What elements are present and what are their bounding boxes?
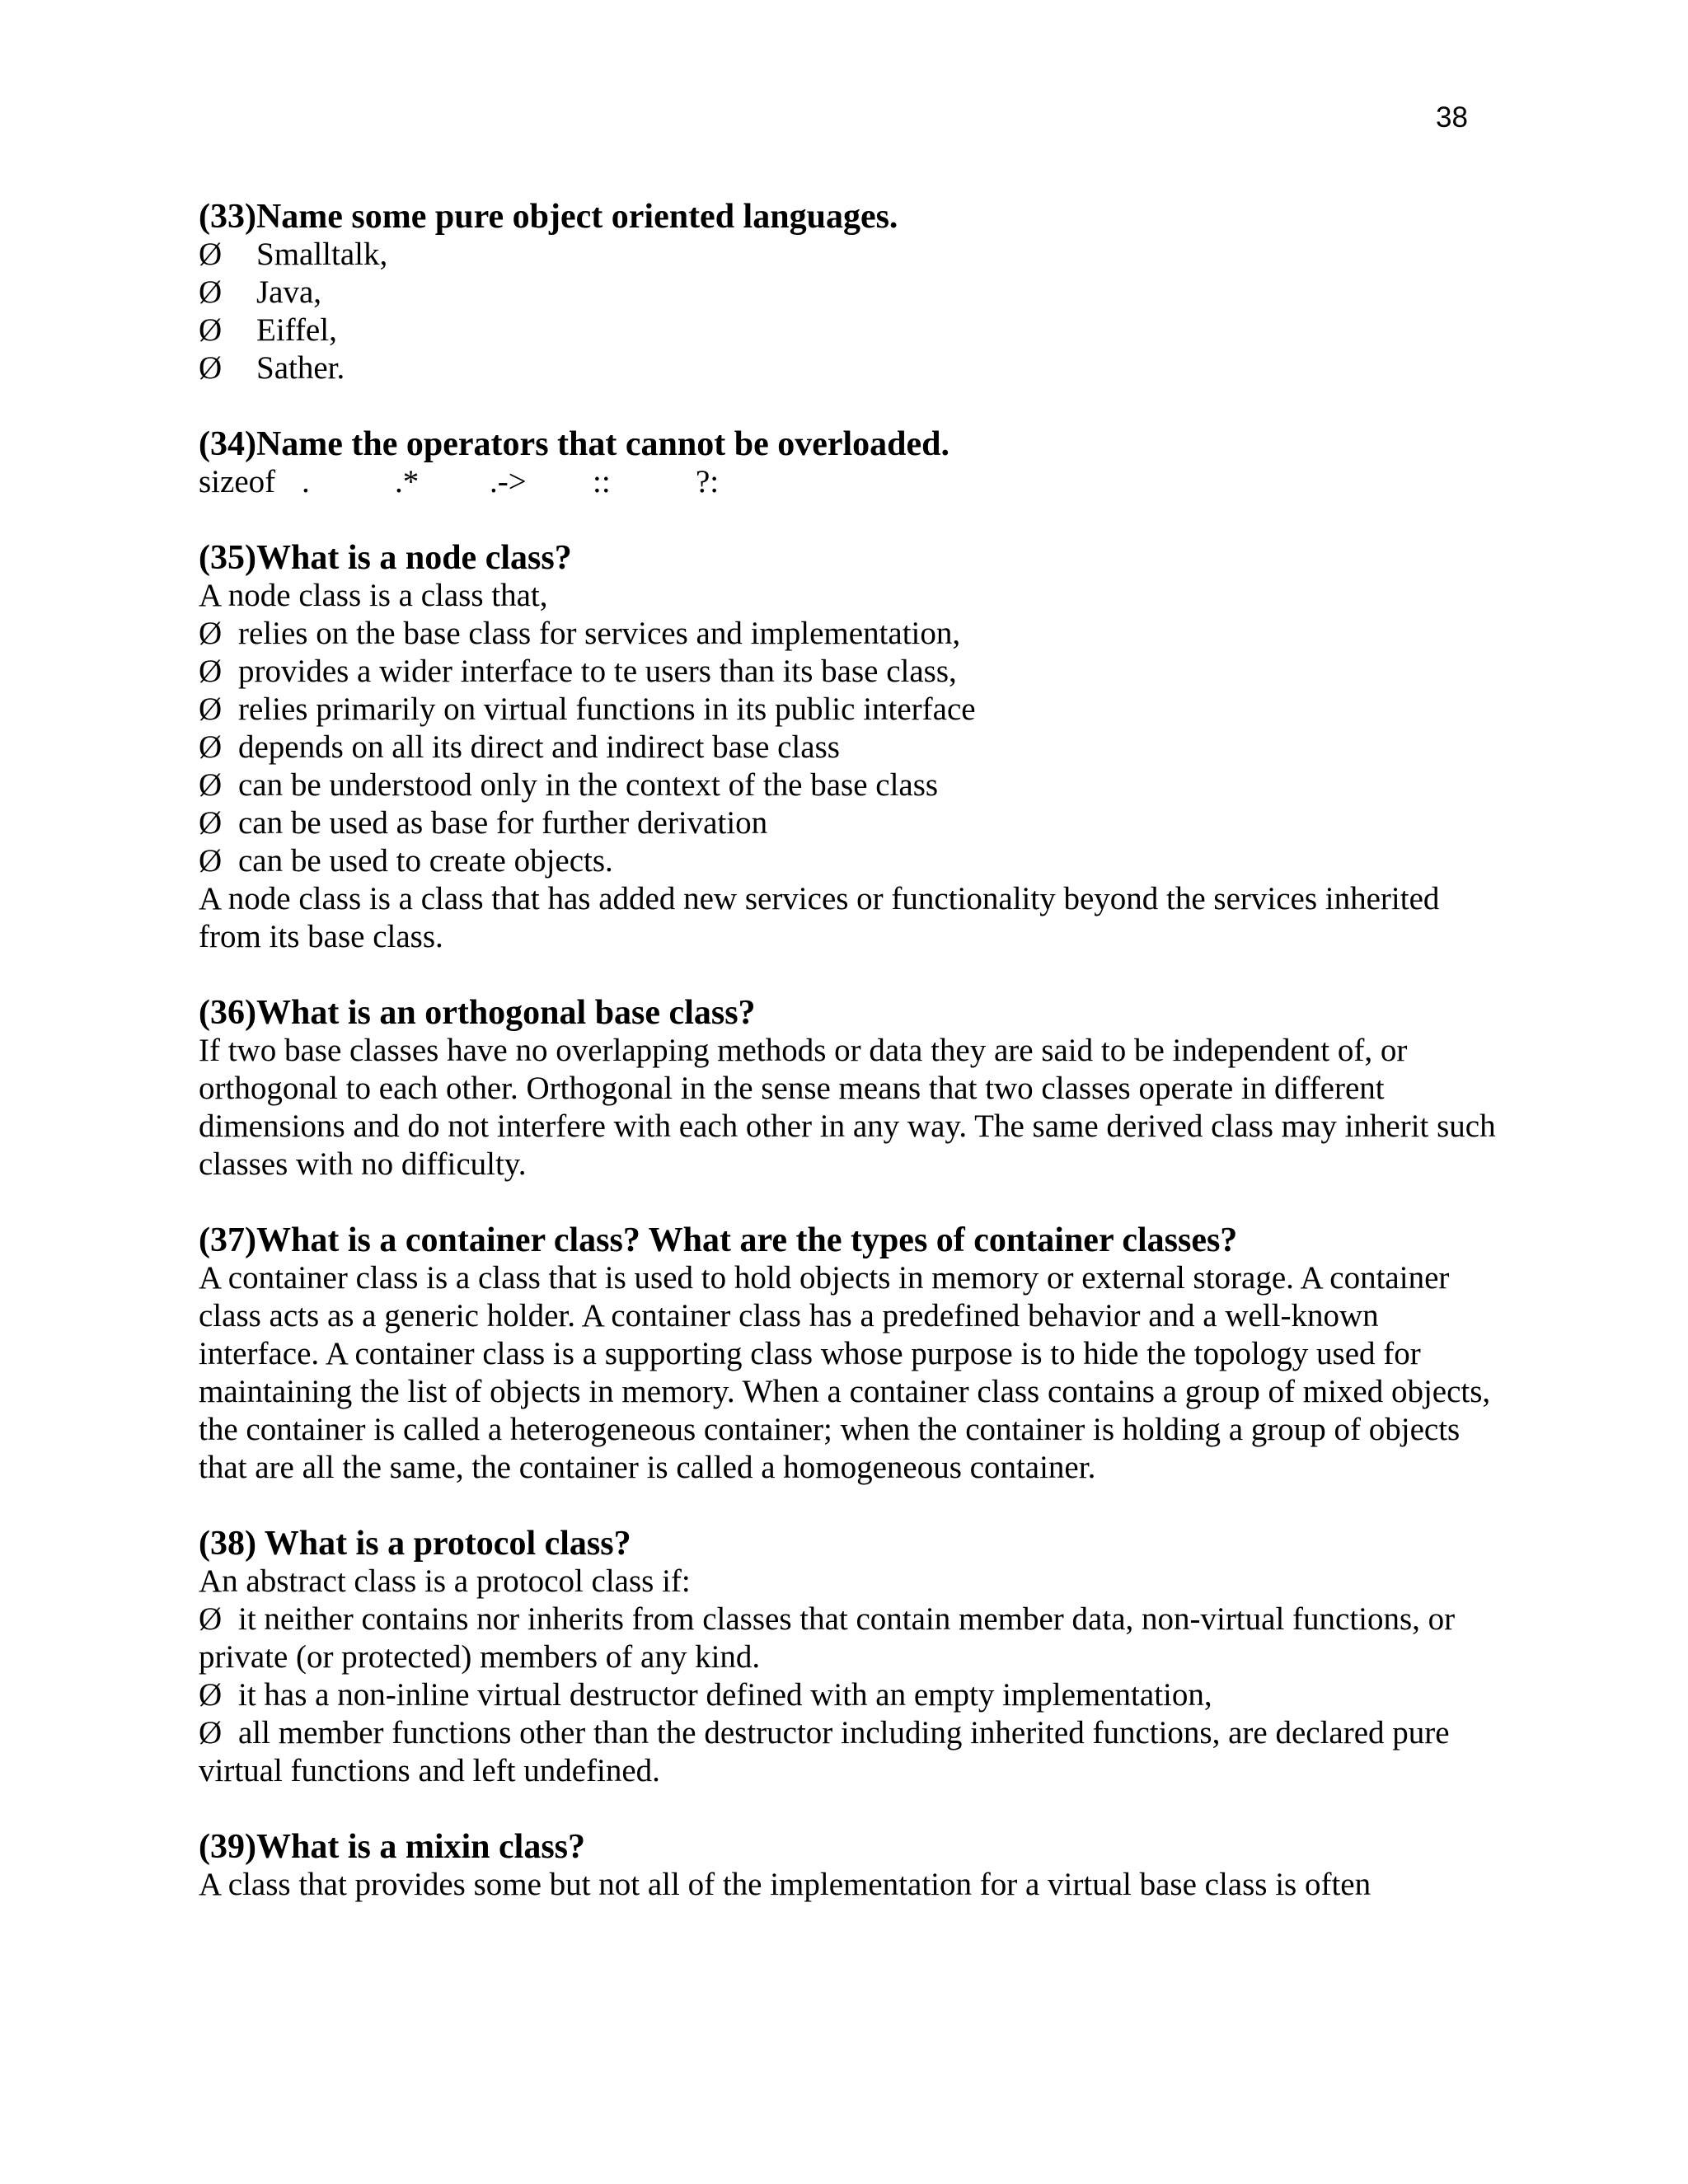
list-item <box>199 349 1501 387</box>
bullet-icon: Ø <box>199 350 223 386</box>
bullet-icon: Ø <box>199 805 223 841</box>
list-item-text: can be used as base for further derivation <box>238 805 768 841</box>
list-item <box>199 804 1501 842</box>
operator: .* <box>395 464 420 499</box>
question-37-body: A container class is a class that is used to hold objects in memory or external storage. A container class acts as a generic holder. A container class has a predefined behavior and a well-known interface. A container class is a supporting class whose purpose is to hide the topology used for maintaining the list of objects in memory. When a container class contains a group of mixed objects, the container is called a heterogeneous container; when the container is holding a group of objects that are all the same, the container is called a homogeneous container. <box>199 1260 1491 1485</box>
question-38 <box>199 1525 1501 1790</box>
list-item <box>199 842 1501 880</box>
question-35 <box>199 539 1501 956</box>
bullet-icon: Ø <box>199 843 223 879</box>
list-item <box>199 691 1501 729</box>
operator: sizeof <box>199 464 276 499</box>
list-item-text: Eiffel, <box>256 312 337 348</box>
question-39-heading: (39)What is a mixin class? <box>199 1828 586 1866</box>
operator: .-> <box>490 464 527 499</box>
list-item <box>199 729 1501 766</box>
question-38-intro: An abstract class is a protocol class if: <box>199 1563 691 1599</box>
bullet-icon: Ø <box>199 312 223 348</box>
bullet-icon: Ø <box>199 729 223 765</box>
list-item <box>199 1676 1501 1714</box>
list-item-text: relies on the base class for services and implementation, <box>238 616 961 651</box>
list-item-text: depends on all its direct and indirect base class <box>238 729 840 765</box>
list-item-text: relies primarily on virtual functions in its public interface <box>238 691 976 727</box>
bullet-icon: Ø <box>199 767 223 803</box>
bullet-icon: Ø <box>199 691 223 727</box>
bullet-icon: Ø <box>199 1601 223 1637</box>
list-item <box>199 766 1501 804</box>
list-item <box>199 312 1501 349</box>
question-36-heading: (36)What is an orthogonal base class? <box>199 994 756 1032</box>
bullet-icon: Ø <box>199 274 223 310</box>
question-37-heading: (37)What is a container class? What are the types of container classes? <box>199 1221 1238 1259</box>
list-item-text: Sather. <box>256 350 345 386</box>
list-item-text: can be used to create objects. <box>238 843 613 879</box>
list-item-text: all member functions other than the destructor including inherited functions, are declared pure virtual functions and left undefined. <box>199 1715 1450 1788</box>
question-36 <box>199 994 1501 1183</box>
operator: ?: <box>696 464 720 499</box>
bullet-icon: Ø <box>199 1715 223 1750</box>
list-item-text: it neither contains nor inherits from classes that contain member data, non-virtual functions, or private (or protected) members of any kind. <box>199 1601 1456 1675</box>
question-34-heading: (34)Name the operators that cannot be overloaded. <box>199 425 950 463</box>
question-37 <box>199 1221 1501 1487</box>
list-item-text: can be understood only in the context of the base class <box>238 767 939 803</box>
question-35-heading: (35)What is a node class? <box>199 539 572 577</box>
question-34 <box>199 425 1501 501</box>
list-item-text: Java, <box>256 274 322 310</box>
page-number: 38 <box>1436 101 1468 134</box>
operator-list <box>199 463 1501 501</box>
operator: :: <box>593 464 611 499</box>
question-33-heading: (33)Name some pure object oriented languages. <box>199 198 898 236</box>
list-item-text: provides a wider interface to te users than its base class, <box>238 654 957 689</box>
operator: . <box>302 464 310 499</box>
question-38-heading: (38) What is a protocol class? <box>199 1525 631 1563</box>
list-item <box>199 1714 1501 1790</box>
list-item <box>199 274 1501 312</box>
question-33 <box>199 198 1501 387</box>
list-item-text: Smalltalk, <box>256 237 388 272</box>
bullet-icon: Ø <box>199 237 223 272</box>
question-39 <box>199 1828 1501 1904</box>
question-35-outro: A node class is a class that has added new services or functionality beyond the services inherited from its base class. <box>199 881 1440 954</box>
list-item <box>199 653 1501 691</box>
document-body <box>199 198 1501 1942</box>
question-39-body: A class that provides some but not all of the implementation for a virtual base class is often <box>199 1867 1372 1902</box>
question-36-body: If two base classes have no overlapping methods or data they are said to be independent of, or orthogonal to each other. Orthogonal in the sense means that two classes operate in different dimensions and do not interfere with each other in any way. The same derived class may inherit such classes with no difficulty. <box>199 1033 1496 1182</box>
list-item <box>199 236 1501 274</box>
bullet-icon: Ø <box>199 654 223 689</box>
list-item <box>199 1601 1501 1676</box>
bullet-icon: Ø <box>199 616 223 651</box>
bullet-icon: Ø <box>199 1677 223 1713</box>
list-item <box>199 615 1501 653</box>
list-item-text: it has a non-inline virtual destructor defined with an empty implementation, <box>238 1677 1212 1713</box>
question-35-intro: A node class is a class that, <box>199 578 548 613</box>
